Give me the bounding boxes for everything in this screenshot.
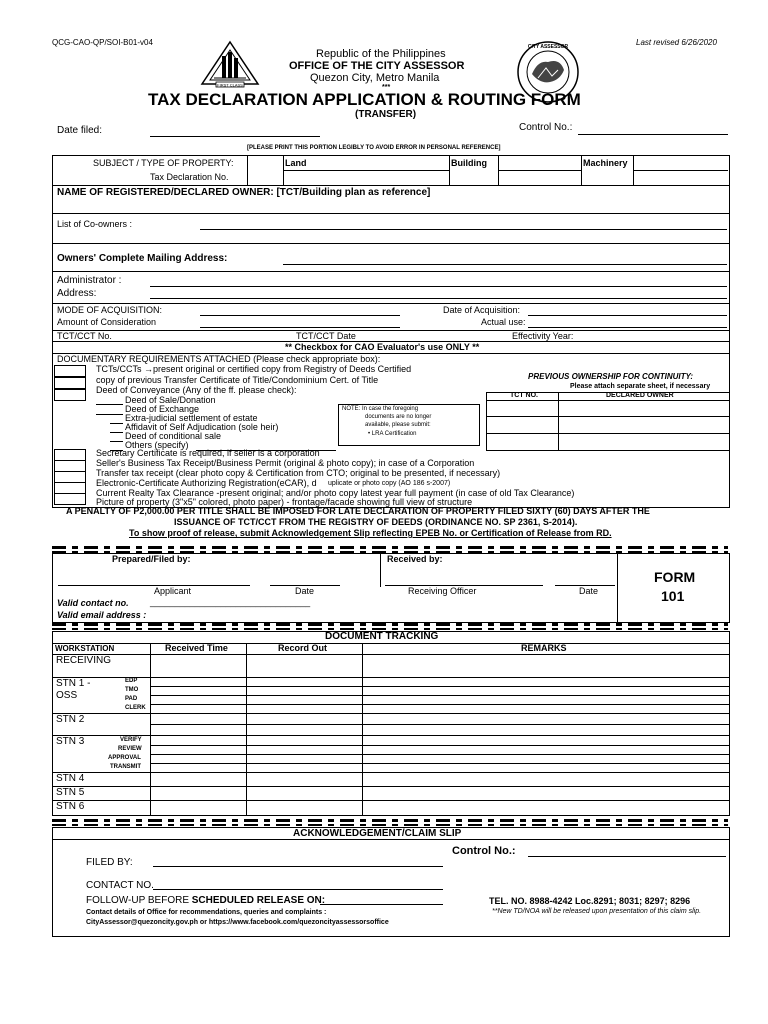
- ack-title: ACKNOWLEDGEMENT/CLAIM SLIP: [293, 828, 462, 839]
- owner-column-header: DECLARED OWNER: [606, 392, 674, 399]
- divider: [150, 754, 729, 755]
- req-transfer-receipt: Transfer tax receipt (clear photo copy & Certification from CTO; original to be presented, if necessary): [96, 468, 501, 478]
- divider: [380, 553, 381, 587]
- divider: [486, 400, 729, 401]
- row-stn6: STN 6: [56, 801, 85, 812]
- prepared-by-label: Prepared/Filed by:: [112, 554, 191, 564]
- date-acq-field[interactable]: [528, 315, 727, 316]
- row-stn2: STN 2: [56, 714, 85, 725]
- followup-text: FOLLOW-UP BEFORE: [86, 895, 192, 906]
- row-stn3: STN 3: [56, 736, 85, 747]
- divider: [617, 553, 618, 622]
- prev-ownership-sub: Please attach separate sheet, if necessary: [570, 383, 711, 390]
- contact-no-label: CONTACT NO.: [86, 880, 154, 891]
- col-record-out: Record Out: [278, 643, 328, 653]
- valid-contact-label: Valid contact no.: [57, 598, 129, 608]
- col-workstation: WORKSTATION: [55, 644, 115, 653]
- divider: [52, 839, 729, 840]
- received-by-label: Received by:: [387, 554, 443, 564]
- req-ecar-small: uplicate or photo copy (AO 186 s-2007): [328, 480, 451, 487]
- divider: [52, 677, 729, 678]
- control-no-label: Control No.:: [519, 122, 573, 133]
- row-stn4: STN 4: [56, 773, 85, 784]
- republic-text: Republic of the Philippines: [316, 48, 446, 60]
- form-subtitle: (TRANSFER): [355, 109, 417, 120]
- stn1-sub: CLERK: [125, 705, 146, 711]
- tct-date-label: TCT/CCT Date: [296, 331, 356, 341]
- consideration-label: Amount of Consideration: [57, 317, 157, 327]
- right-seal-text: CITY ASSESSOR: [527, 44, 569, 50]
- req-deed-line: Deed of Conveyance (Any of the ff. please check):: [96, 385, 297, 395]
- tct-copy-checkbox[interactable]: [54, 377, 86, 389]
- tel-numbers: TEL. NO. 8988-4242 Loc.8291; 8031; 8297; 8296: [489, 896, 691, 906]
- divider: [150, 704, 729, 705]
- extrajudicial-check[interactable]: [110, 423, 123, 424]
- mailing-address-field[interactable]: [283, 264, 727, 265]
- divider: [52, 185, 729, 186]
- deed-sale-check[interactable]: [96, 404, 123, 405]
- cut-line: [52, 623, 728, 626]
- quezon-city-seal-icon: [200, 40, 260, 88]
- form-code: QCG-CAO-QP/SOI-B01-v04: [52, 38, 153, 47]
- divider: [52, 735, 729, 736]
- divider: [486, 433, 729, 434]
- new-td-note: **New TD/NOA will be released upon presentation of this claim slip.: [492, 908, 702, 915]
- date-caption: Date: [579, 586, 599, 596]
- td-no-label: Tax Declaration No.: [150, 172, 229, 182]
- form-label: FORM: [654, 569, 696, 585]
- divider: [150, 686, 729, 687]
- divider: [486, 416, 729, 417]
- divider: [150, 745, 729, 746]
- row-stn1: STN 1 -: [56, 678, 91, 689]
- divider: [52, 303, 729, 304]
- stn3-sub: VERIFY: [120, 737, 142, 743]
- followup-bold-text: SCHEDULED RELEASE ON:: [191, 895, 326, 906]
- stn1-sub: TMO: [125, 687, 139, 693]
- divider: [581, 156, 582, 185]
- divider: [246, 643, 247, 815]
- checkbox-note: ** Checkbox for CAO Evaluator's use ONLY **: [285, 342, 480, 352]
- divider: [449, 156, 450, 185]
- deed-item: Others (specify): [125, 440, 189, 450]
- deed-checkbox[interactable]: [54, 389, 86, 401]
- cut-line: [52, 819, 728, 822]
- stn1-sub: EDP: [125, 678, 138, 684]
- consideration-field[interactable]: [200, 327, 400, 328]
- actual-use-field[interactable]: [528, 327, 727, 328]
- print-note: [PLEASE PRINT THIS PORTION LEGIBLY TO AVOID ERROR IN PERSONAL REFERENCE]: [247, 145, 501, 151]
- prev-ownership-title: PREVIOUS OWNERSHIP FOR CONTINUITY:: [528, 372, 694, 381]
- building-field[interactable]: [498, 170, 581, 171]
- land-field[interactable]: [283, 170, 449, 171]
- tct-checkbox[interactable]: [54, 365, 86, 377]
- divider: [52, 800, 729, 801]
- office-location: Quezon City, Metro Manila: [310, 72, 440, 84]
- ack-control-label: Control No.:: [452, 845, 516, 857]
- cut-line: [52, 546, 728, 549]
- divider: [52, 243, 729, 244]
- note-line: available, please submit:: [365, 422, 431, 428]
- tct-no-label: TCT/CCT No.: [57, 331, 112, 341]
- receiving-officer-caption: Receiving Officer: [408, 586, 477, 596]
- row-receiving: RECEIVING: [56, 655, 112, 666]
- divider: [362, 643, 363, 815]
- divider: [150, 724, 729, 725]
- building-label: Building: [451, 158, 487, 168]
- penalty-line3: To show proof of release, submit Acknowledgement Slip reflecting EPEB No. or Certification of Release from RD.: [129, 528, 612, 538]
- row-oss: OSS: [56, 690, 78, 701]
- divider: [52, 713, 729, 714]
- ack-control-field[interactable]: [528, 856, 726, 857]
- divider: [150, 695, 729, 696]
- stn3-sub: TRANSMIT: [110, 764, 141, 770]
- note-line: documents are no longer: [365, 414, 432, 420]
- subject-label: SUBJECT / TYPE OF PROPERTY:: [93, 158, 234, 168]
- release-date-field[interactable]: [320, 904, 443, 905]
- valid-email-label: Valid email address :: [57, 610, 147, 620]
- req-realty: Current Realty Tax Clearance -present original; and/or photo copy latest year full payment (in case of old Tax Clearance): [96, 488, 575, 498]
- divider: [52, 213, 729, 214]
- administrator-field[interactable]: [150, 286, 727, 287]
- mode-label: MODE OF ACQUISITION:: [57, 305, 163, 315]
- machinery-field[interactable]: [633, 170, 728, 171]
- form-title: TAX DECLARATION APPLICATION & ROUTING FORM: [148, 90, 581, 109]
- req-tct-line2: copy of previous Transfer Certificate of Title/Condominium Cert. of Title: [96, 375, 379, 385]
- deed-exchange-check[interactable]: [96, 414, 123, 415]
- divider: [150, 643, 151, 815]
- divider: [52, 643, 729, 644]
- divider: [150, 763, 729, 764]
- contact-details: Contact details of Office for recommendations, queries and complaints :: [86, 909, 327, 916]
- owner-label: NAME OF REGISTERED/DECLARED OWNER: [TCT/Building plan as reference]: [57, 187, 431, 198]
- req-secretary: Secretary Certificate is required, if seller is a corporation: [96, 448, 320, 458]
- filed-by-field[interactable]: [153, 866, 443, 867]
- coowners-label: List of Co-owners :: [57, 219, 133, 229]
- administrator-label: Administrator :: [57, 275, 122, 286]
- date-filed-field[interactable]: [150, 136, 320, 137]
- filed-by-label: FILED BY:: [86, 857, 133, 868]
- left-seal-text: FIRST CLASS: [217, 82, 243, 88]
- land-label: Land: [285, 158, 307, 168]
- address-label: Address:: [57, 288, 97, 299]
- coowners-field[interactable]: [200, 229, 727, 230]
- divider: [52, 786, 729, 787]
- deed-item: Deed of Sale/Donation: [125, 395, 216, 405]
- administrator-address-field[interactable]: [150, 298, 727, 299]
- stn3-sub: REVIEW: [118, 746, 142, 752]
- mode-field[interactable]: [200, 315, 400, 316]
- control-no-field[interactable]: [578, 134, 728, 135]
- deed-item: Deed of Exchange: [125, 404, 200, 414]
- req-tct-line1: TCTs/CCTs →present original or certified copy from Registry of Deeds Certified: [96, 364, 412, 374]
- last-revised: Last revised 6/26/2020: [636, 38, 717, 47]
- header-stars: ***: [382, 84, 391, 91]
- row-stn5: STN 5: [56, 787, 85, 798]
- divider: [52, 330, 729, 331]
- effectivity-label: Effectivity Year:: [512, 331, 574, 341]
- date-filed-label: Date filed:: [57, 125, 103, 136]
- mailing-label: Owners' Complete Mailing Address:: [57, 253, 228, 264]
- date-caption: Date: [295, 586, 315, 596]
- note-line: • LRA Certification: [368, 431, 417, 437]
- col-received-time: Received Time: [165, 643, 228, 653]
- deed-item: Deed of conditional sale: [125, 431, 222, 441]
- req-picture: Picture of property (3"x5" colored, photo paper) - frontage/facade showing full view of structure: [96, 497, 473, 507]
- stn3-sub: APPROVAL: [108, 755, 141, 761]
- stn1-sub: PAD: [125, 696, 138, 702]
- date-acq-label: Date of Acquisition:: [443, 305, 521, 315]
- col-remarks: REMARKS: [521, 643, 567, 653]
- contact-email-link[interactable]: CityAssessor@quezoncity.gov.ph or https://www.facebook.com/quezoncityassessorsoffice: [86, 919, 389, 926]
- followup-label: [86, 895, 325, 906]
- valid-contact-field[interactable]: ________________________________: [150, 597, 311, 607]
- divider: [52, 654, 729, 655]
- deed-item: Affidavit of Self Adjudication (sole heir): [125, 422, 279, 432]
- divider: [52, 772, 729, 773]
- note-line: NOTE: In case the foregoing: [342, 406, 419, 412]
- applicant-caption: Applicant: [154, 586, 192, 596]
- conditional-sale-check[interactable]: [110, 441, 123, 442]
- tct-column-header: TCT NO.: [510, 392, 538, 399]
- deed-item: Extra-judicial settlement of estate: [125, 413, 258, 423]
- actual-use-label: Actual use:: [481, 317, 526, 327]
- contact-no-field[interactable]: [153, 889, 443, 890]
- divider: [247, 156, 248, 185]
- office-name: OFFICE OF THE CITY ASSESSOR: [289, 60, 465, 72]
- machinery-label: Machinery: [583, 158, 628, 168]
- req-permit: Seller's Business Tax Receipt/Business Permit (original & photo copy); in case of a Corporation: [96, 458, 475, 468]
- divider: [52, 271, 729, 272]
- requirements-heading: DOCUMENTARY REQUIREMENTS ATTACHED (Please check appropriate box):: [57, 354, 381, 364]
- self-adjudication-check[interactable]: [110, 432, 123, 433]
- penalty-line1: A PENALTY OF P2,000.00 PER TITLE SHALL BE IMPOSED FOR LATE DECLARATION OF PROPERTY FILED SIXTY (60) DAYS AFTER THE: [66, 506, 650, 516]
- penalty-line2: ISSUANCE OF TCT/CCT FROM THE REGISTRY OF DEEDS (ORDINANCE NO. SP 2361, S-2014).: [174, 517, 578, 527]
- realty-checkbox[interactable]: [54, 493, 86, 505]
- req-ecar: Electronic-Certificate Authorizing Registration(eCAR), d: [96, 478, 317, 488]
- tracking-title: DOCUMENT TRACKING: [325, 631, 439, 642]
- form-number: 101: [661, 588, 685, 604]
